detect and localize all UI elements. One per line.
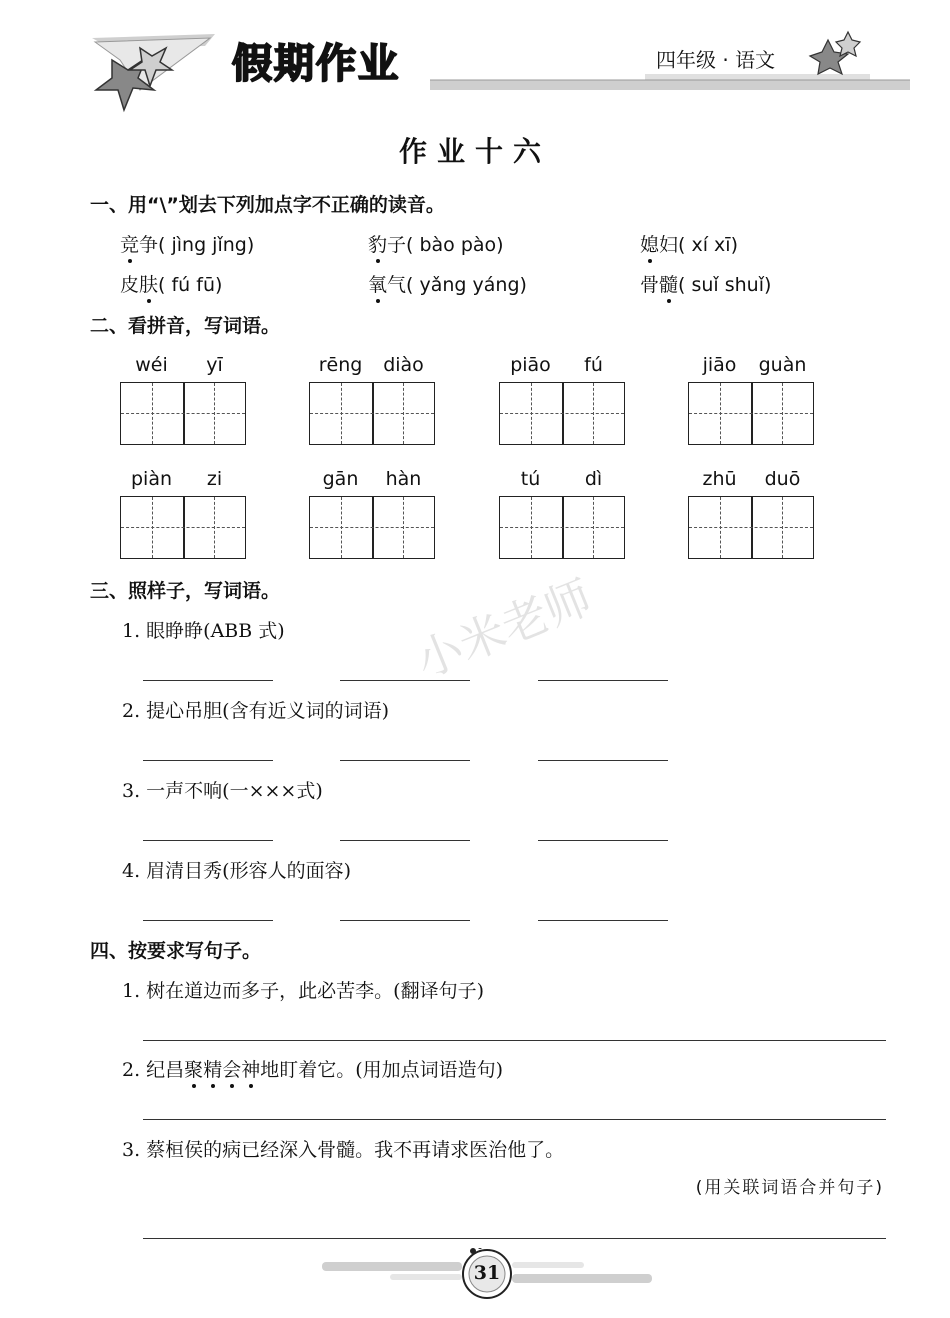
exercise-note: (用关联词语合并句子) xyxy=(695,1178,884,1198)
pinyin-label: hàn xyxy=(385,468,422,490)
pinyin-label: yī xyxy=(206,354,223,376)
pinyin-label: guàn xyxy=(758,354,807,376)
writing-box[interactable] xyxy=(499,496,625,559)
section2-title: 二、看拼音，写词语。 xyxy=(90,315,281,337)
pinyin-label: zhū xyxy=(702,468,737,490)
pinyin-label: fú xyxy=(584,354,603,376)
dotted-char: 媳 xyxy=(640,230,659,257)
pinyin-label: piàn xyxy=(130,468,173,490)
dotted-char: 氧 xyxy=(368,270,387,297)
answer-line[interactable] xyxy=(143,1238,886,1239)
banner-title: 假期作业 xyxy=(232,41,400,87)
exercise-item: 3. 一声不响(一×××式) xyxy=(122,780,323,802)
exercise-item: 2. 提心吊胆(含有近义词的词语) xyxy=(122,700,389,722)
grade-label: 四年级 · 语文 xyxy=(656,48,776,72)
pinyin-label: diào xyxy=(383,354,424,376)
pinyin-label: wéi xyxy=(135,354,168,376)
section4-title: 四、按要求写句子。 xyxy=(90,940,262,962)
page-number: 31 xyxy=(473,1262,501,1284)
answer-line[interactable] xyxy=(538,760,668,761)
pinyin-label: rēng xyxy=(318,354,363,376)
pinyin-label: gān xyxy=(322,468,359,490)
pinyin-label: zi xyxy=(206,468,223,490)
answer-line[interactable] xyxy=(340,760,470,761)
exercise-item: 2. 纪昌聚精会神地盯着它。(用加点词语造句) xyxy=(122,1055,503,1082)
answer-line[interactable] xyxy=(340,840,470,841)
writing-box[interactable] xyxy=(120,496,246,559)
answer-line[interactable] xyxy=(340,920,470,921)
header-decoration xyxy=(0,0,950,120)
dotted-char: 竞 xyxy=(120,230,139,257)
exercise-item: 4. 眉清目秀(形容人的面容) xyxy=(122,860,351,882)
answer-line[interactable] xyxy=(538,680,668,681)
pinyin-label: duō xyxy=(764,468,801,490)
exercise-item: 1. 眼睁睁(ABB 式) xyxy=(122,620,285,642)
writing-box[interactable] xyxy=(309,496,435,559)
writing-box[interactable] xyxy=(309,382,435,445)
answer-line[interactable] xyxy=(143,840,273,841)
answer-line[interactable] xyxy=(143,1119,886,1120)
answer-line[interactable] xyxy=(538,920,668,921)
pinyin-item: 氧气( yǎng yáng) xyxy=(368,270,527,297)
answer-line[interactable] xyxy=(340,680,470,681)
writing-box[interactable] xyxy=(688,496,814,559)
page-title: 作业十六 xyxy=(398,135,551,168)
exercise-item: 3. 蔡桓侯的病已经深入骨髓。我不再请求医治他了。 xyxy=(122,1139,565,1161)
answer-line[interactable] xyxy=(143,920,273,921)
pinyin-item: 豹子( bào pào) xyxy=(368,230,504,257)
section3-title: 三、照样子，写词语。 xyxy=(90,580,281,602)
watermark: 小米老师 xyxy=(408,569,600,689)
pinyin-label: jiāo xyxy=(702,354,737,376)
writing-box[interactable] xyxy=(120,382,246,445)
page-header xyxy=(0,0,950,120)
exercise-item: 1. 树在道边而多子，此必苦李。(翻译句子) xyxy=(122,980,484,1002)
dotted-char: 豹 xyxy=(368,230,387,257)
answer-line[interactable] xyxy=(143,760,273,761)
answer-line[interactable] xyxy=(143,1040,886,1041)
pinyin-item: 竞争( jìng jǐng) xyxy=(120,230,254,257)
pinyin-item: 皮肤( fú fū) xyxy=(120,270,222,297)
pinyin-item: 骨髓( suǐ shuǐ) xyxy=(640,270,771,297)
answer-line[interactable] xyxy=(538,840,668,841)
writing-box[interactable] xyxy=(499,382,625,445)
answer-line[interactable] xyxy=(143,680,273,681)
pinyin-label: dì xyxy=(584,468,603,490)
section1-title: 一、用“\”划去下列加点字不正确的读音。 xyxy=(90,194,445,216)
dotted-char: 髓 xyxy=(659,270,678,297)
writing-box[interactable] xyxy=(688,382,814,445)
dotted-char: 肤 xyxy=(139,270,158,297)
pinyin-item: 媳妇( xí xī) xyxy=(640,230,738,257)
pinyin-label: tú xyxy=(520,468,541,490)
dotted-word: 聚精会神 xyxy=(184,1059,260,1081)
pinyin-label: piāo xyxy=(510,354,551,376)
